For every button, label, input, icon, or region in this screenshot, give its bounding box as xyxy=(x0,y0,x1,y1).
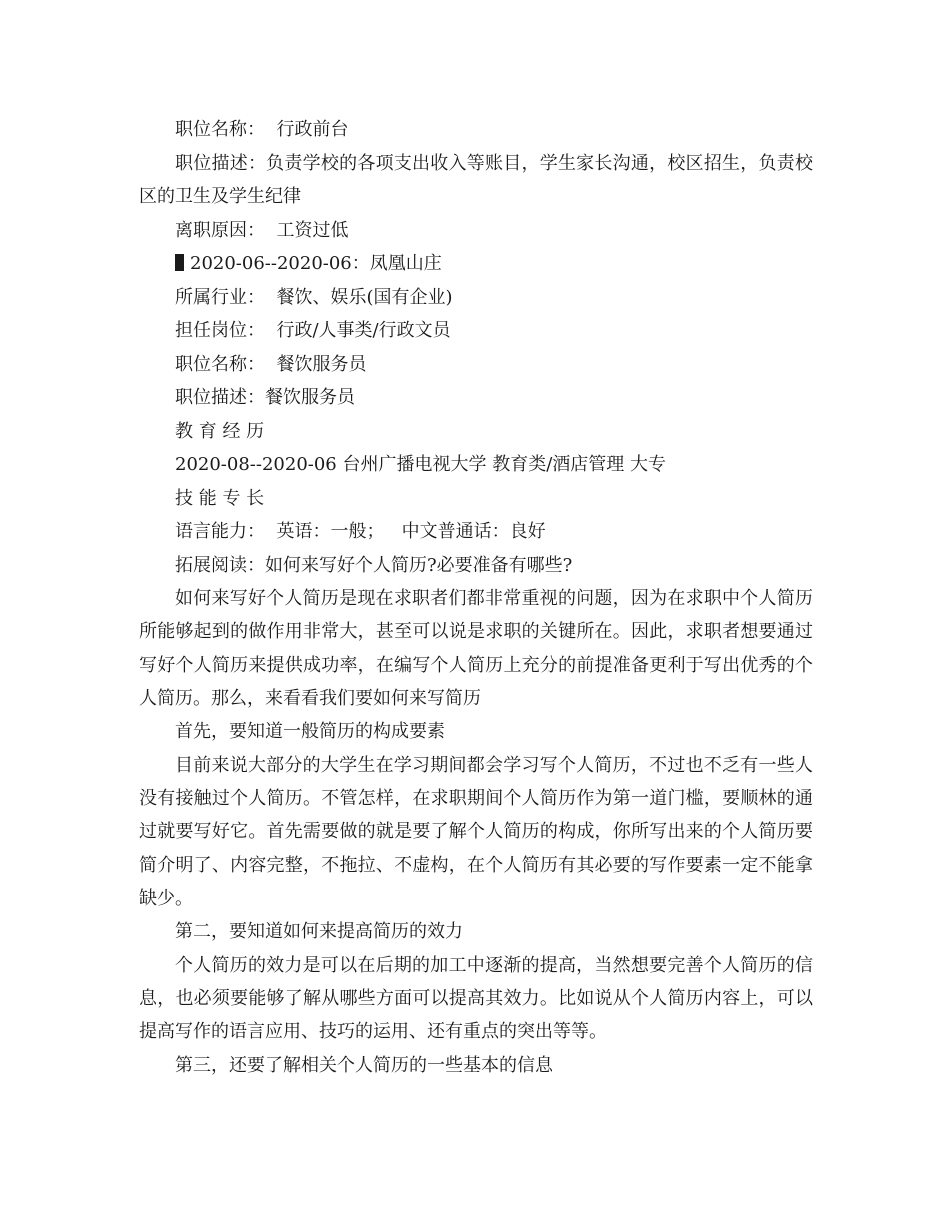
skills-heading: 技 能 专 长 xyxy=(175,487,265,509)
square-bullet-icon xyxy=(175,254,184,271)
job-title-line-2: 职位名称： 餐饮服务员 xyxy=(175,353,367,375)
job-period-text: 2020-06--2020-06：凤凰山庄 xyxy=(190,253,442,274)
job-period-line xyxy=(139,247,813,281)
extended-reading-line: 拓展阅读：如何来写好个人简历?必要准备有哪些? xyxy=(175,554,573,576)
first-point-paragraph: 目前来说大部分的大学生在学习期间都会学习写个人简历，不过也不乏有一些人没有接触过个人简历。不管怎样，在求职期间个人简历作为第一道门槛，要顺林的通过就要写好它。首先需要做的就是要了解个人简历的构成，你所写出来的个人简历要简介明了、内容完整，不拖拉、不虚构，在个人简历有其必要的写作要素一定不能拿缺少。 xyxy=(139,754,813,909)
industry-line: 所属行业： 餐饮、娱乐(国有企业) xyxy=(175,286,453,308)
document-body xyxy=(139,113,813,1082)
language-skills-line: 语言能力： 英语：一般； 中文普通话：良好 xyxy=(175,521,546,542)
second-point-heading: 第二，要知道如何来提高简历的效力 xyxy=(175,921,463,943)
third-point-heading: 第三，还要了解相关个人简历的一些基本的信息 xyxy=(175,1054,553,1076)
leave-reason-line: 离职原因： 工资过低 xyxy=(175,219,349,241)
education-entry: 2020-08--2020-06 台州广播电视大学 教育类/酒店管理 大专 xyxy=(175,454,666,475)
job-title-line: 职位名称： 行政前台 xyxy=(175,119,349,140)
job-description-line-2: 职位描述：餐饮服务员 xyxy=(175,387,355,408)
job-description-line: 职位描述：负责学校的各项支出收入等账目，学生家长沟通，校区招生，负责校区的卫生及学生纪律 xyxy=(139,152,813,207)
position-line: 担任岗位： 行政/人事类/行政文员 xyxy=(175,320,451,341)
education-heading: 教 育 经 历 xyxy=(175,420,265,442)
second-point-paragraph: 个人简历的效力是可以在后期的加工中逐渐的提高，当然想要完善个人简历的信息，也必须要能够了解从哪些方面可以提高其效力。比如说从个人简历内容上，可以提高写作的语言应用、技巧的运用、还有重点的突出等等。 xyxy=(139,954,813,1043)
first-point-heading: 首先，要知道一般简历的构成要素 xyxy=(175,721,445,743)
intro-paragraph: 如何来写好个人简历是现在求职者们都非常重视的问题，因为在求职中个人简历所能够起到的做作用非常大，甚至可以说是求职的关键所在。因此，求职者想要通过写好个人简历来提供成功率，在编写个人简历上充分的前提准备更利于写出优秀的个人简历。那么，来看看我们要如何来写简历 xyxy=(139,588,813,709)
